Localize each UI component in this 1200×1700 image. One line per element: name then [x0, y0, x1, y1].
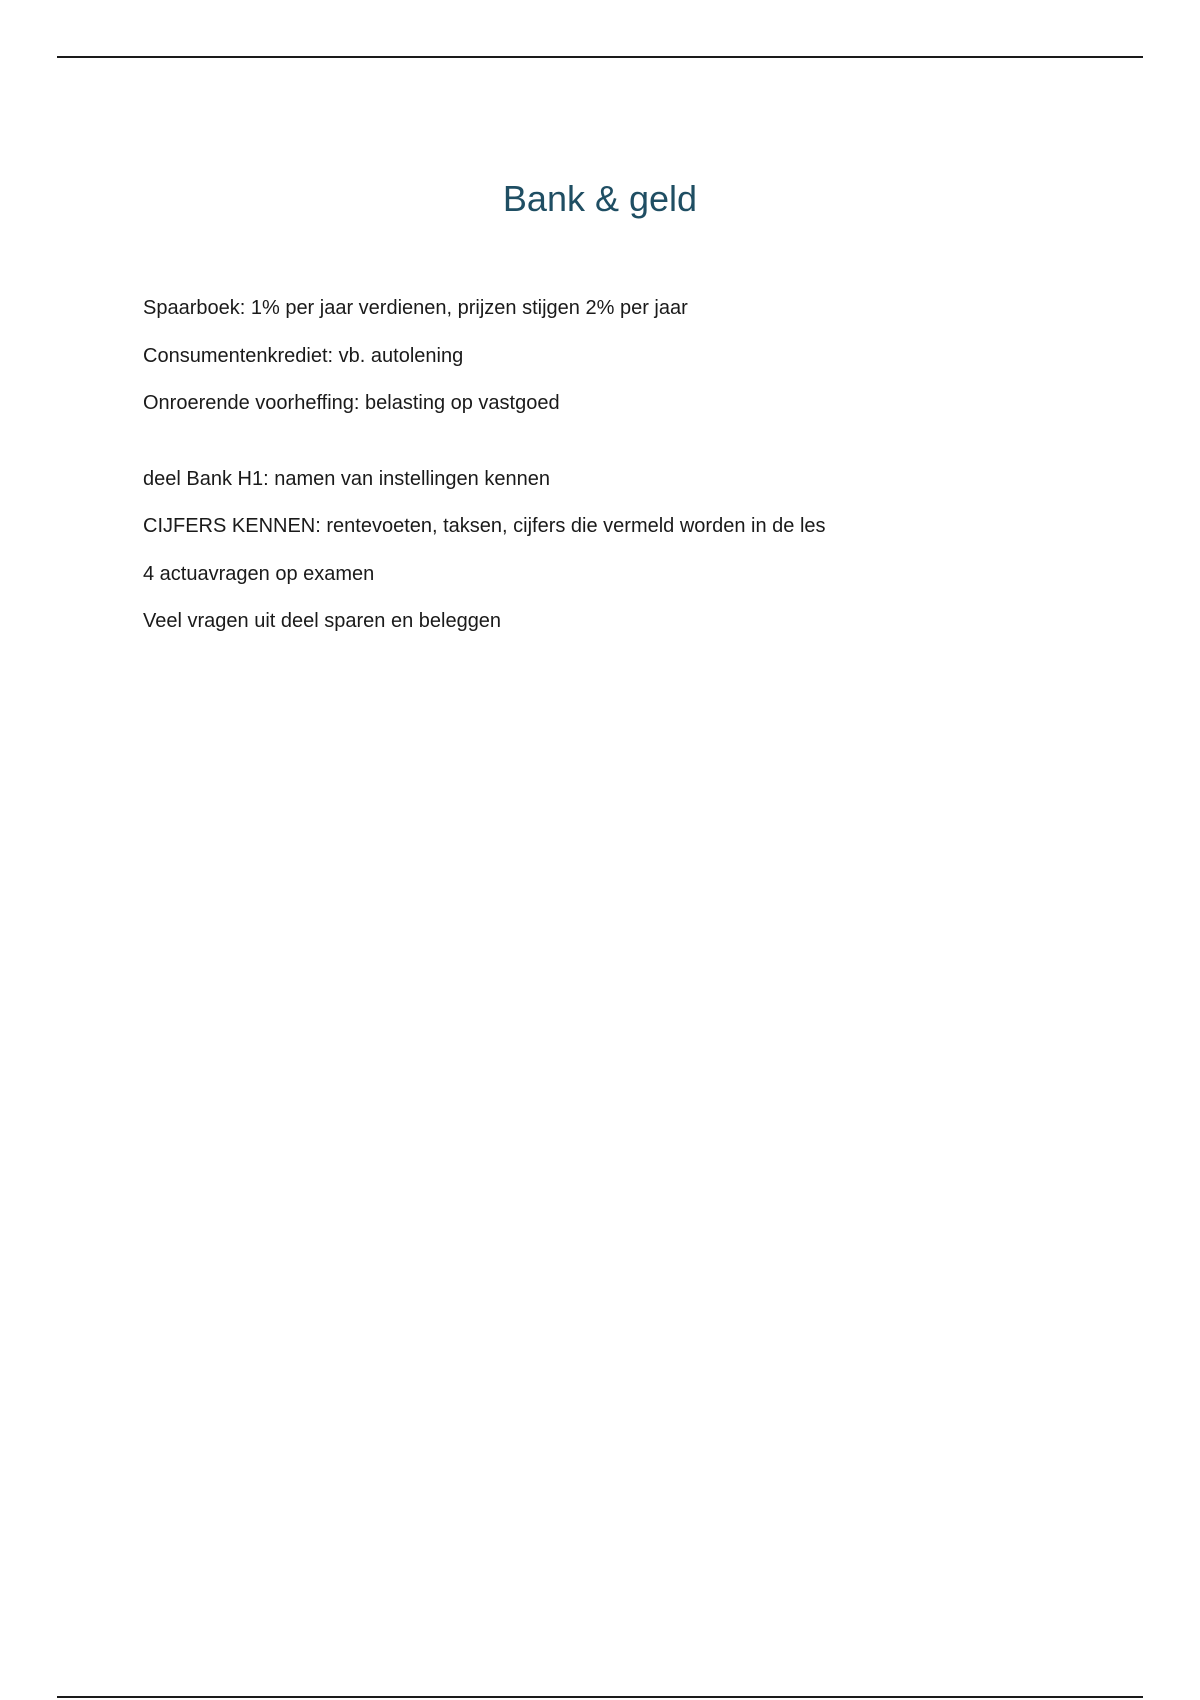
empty-paragraph — [143, 417, 1143, 465]
footer-rule — [57, 1696, 1143, 1698]
paragraph-veel-vragen: Veel vragen uit deel sparen en beleggen — [143, 610, 502, 632]
header-rule — [57, 56, 1143, 58]
paragraph-actuavragen: 4 actuavragen op examen — [143, 562, 375, 585]
paragraph-consumentenkrediet: Consumentenkrediet: vb. autolening — [143, 344, 464, 367]
document-body — [143, 294, 1143, 655]
paragraph-spaarboek: Spaarboek: 1% per jaar verdienen, prijzen stijgen 2% per jaar — [143, 297, 688, 319]
paragraph-onroerende-voorheffing: Onroerende voorheffing: belasting op vastgoed — [143, 392, 560, 414]
paragraph-cijfers-kennen: CIJFERS KENNEN: rentevoeten, taksen, cijfers die vermeld worden in de les — [143, 515, 826, 537]
page-title: Bank & geld — [502, 178, 698, 219]
paragraph-deel-bank: deel Bank H1: namen van instellingen kennen — [143, 467, 550, 490]
